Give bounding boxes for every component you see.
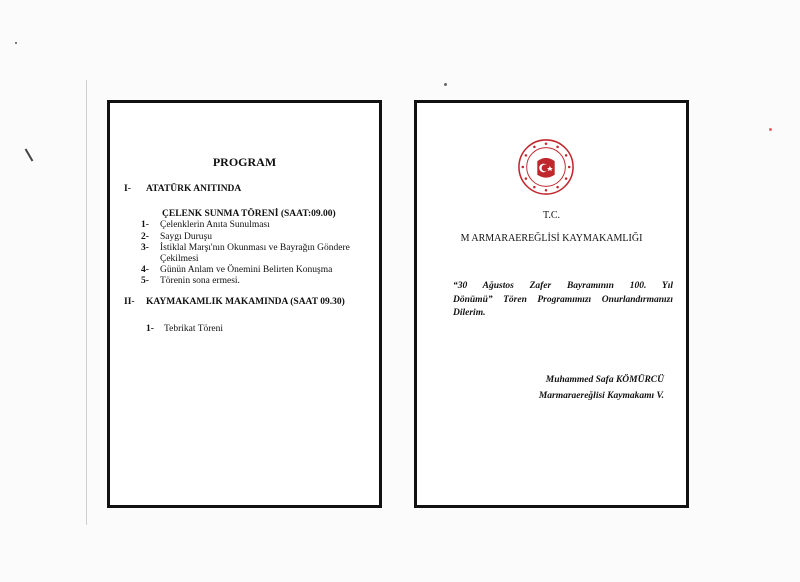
republic-of-turkey-seal-icon [517,138,575,196]
section-number: II- [124,297,135,307]
header-district-governorship: M ARMARAEREĞLİSİ KAYMAKAMLIĞI [460,233,643,244]
program-title: PROGRAM [212,155,277,169]
list-item-number: 2- [141,232,149,242]
list-item-number: 5- [141,276,149,286]
list-item-text: Günün Anlam ve Önemini Belirten Konuşma [160,265,333,275]
list-item-text: Törenin sona ermesi. [160,276,240,286]
list-item-text: İstiklal Marşı'nın Okunması ve Bayrağın Göndere [160,243,350,253]
section-title: ATATÜRK ANITINDA [146,184,242,194]
invitation-panel [414,100,689,508]
list-item-text: Saygı Duruşu [160,232,212,242]
signature-title: Marmaraereğlisi Kaymakamı V. [538,391,664,401]
list-item-number: 1- [141,220,149,230]
list-item-text: Çelenklerin Anıta Sunulması [160,220,270,230]
invitation-line: Dilerim. [453,308,486,318]
page-fold-line [86,80,87,525]
section-number: I- [124,184,131,194]
list-item-number: 3- [141,243,149,253]
section-subtitle: ÇELENK SUNMA TÖRENİ (SAAT:09.00) [162,209,336,219]
header-tc: T.C. [542,210,561,221]
invitation-line: “30 Ağustos Zafer Bayramının 100. Yıl [453,281,673,291]
list-item-text: Çekilmesi [160,254,199,264]
scan-mark [25,148,34,161]
signature-name: Muhammed Safa KÖMÜRCÜ [545,375,664,385]
program-panel [107,100,382,508]
list-item-text: Tebrikat Töreni [164,324,224,334]
invitation-line: Dönümü” Tören Programımızı Onurlandırmanızı [453,295,673,305]
section-title: KAYMAKAMLIK MAKAMINDA (SAAT 09.30) [146,297,345,307]
scan-speck [444,83,447,86]
list-item-number: 1- [146,324,154,334]
scan-speck [769,128,772,131]
list-item-number: 4- [141,265,149,275]
scan-speck [15,42,17,44]
